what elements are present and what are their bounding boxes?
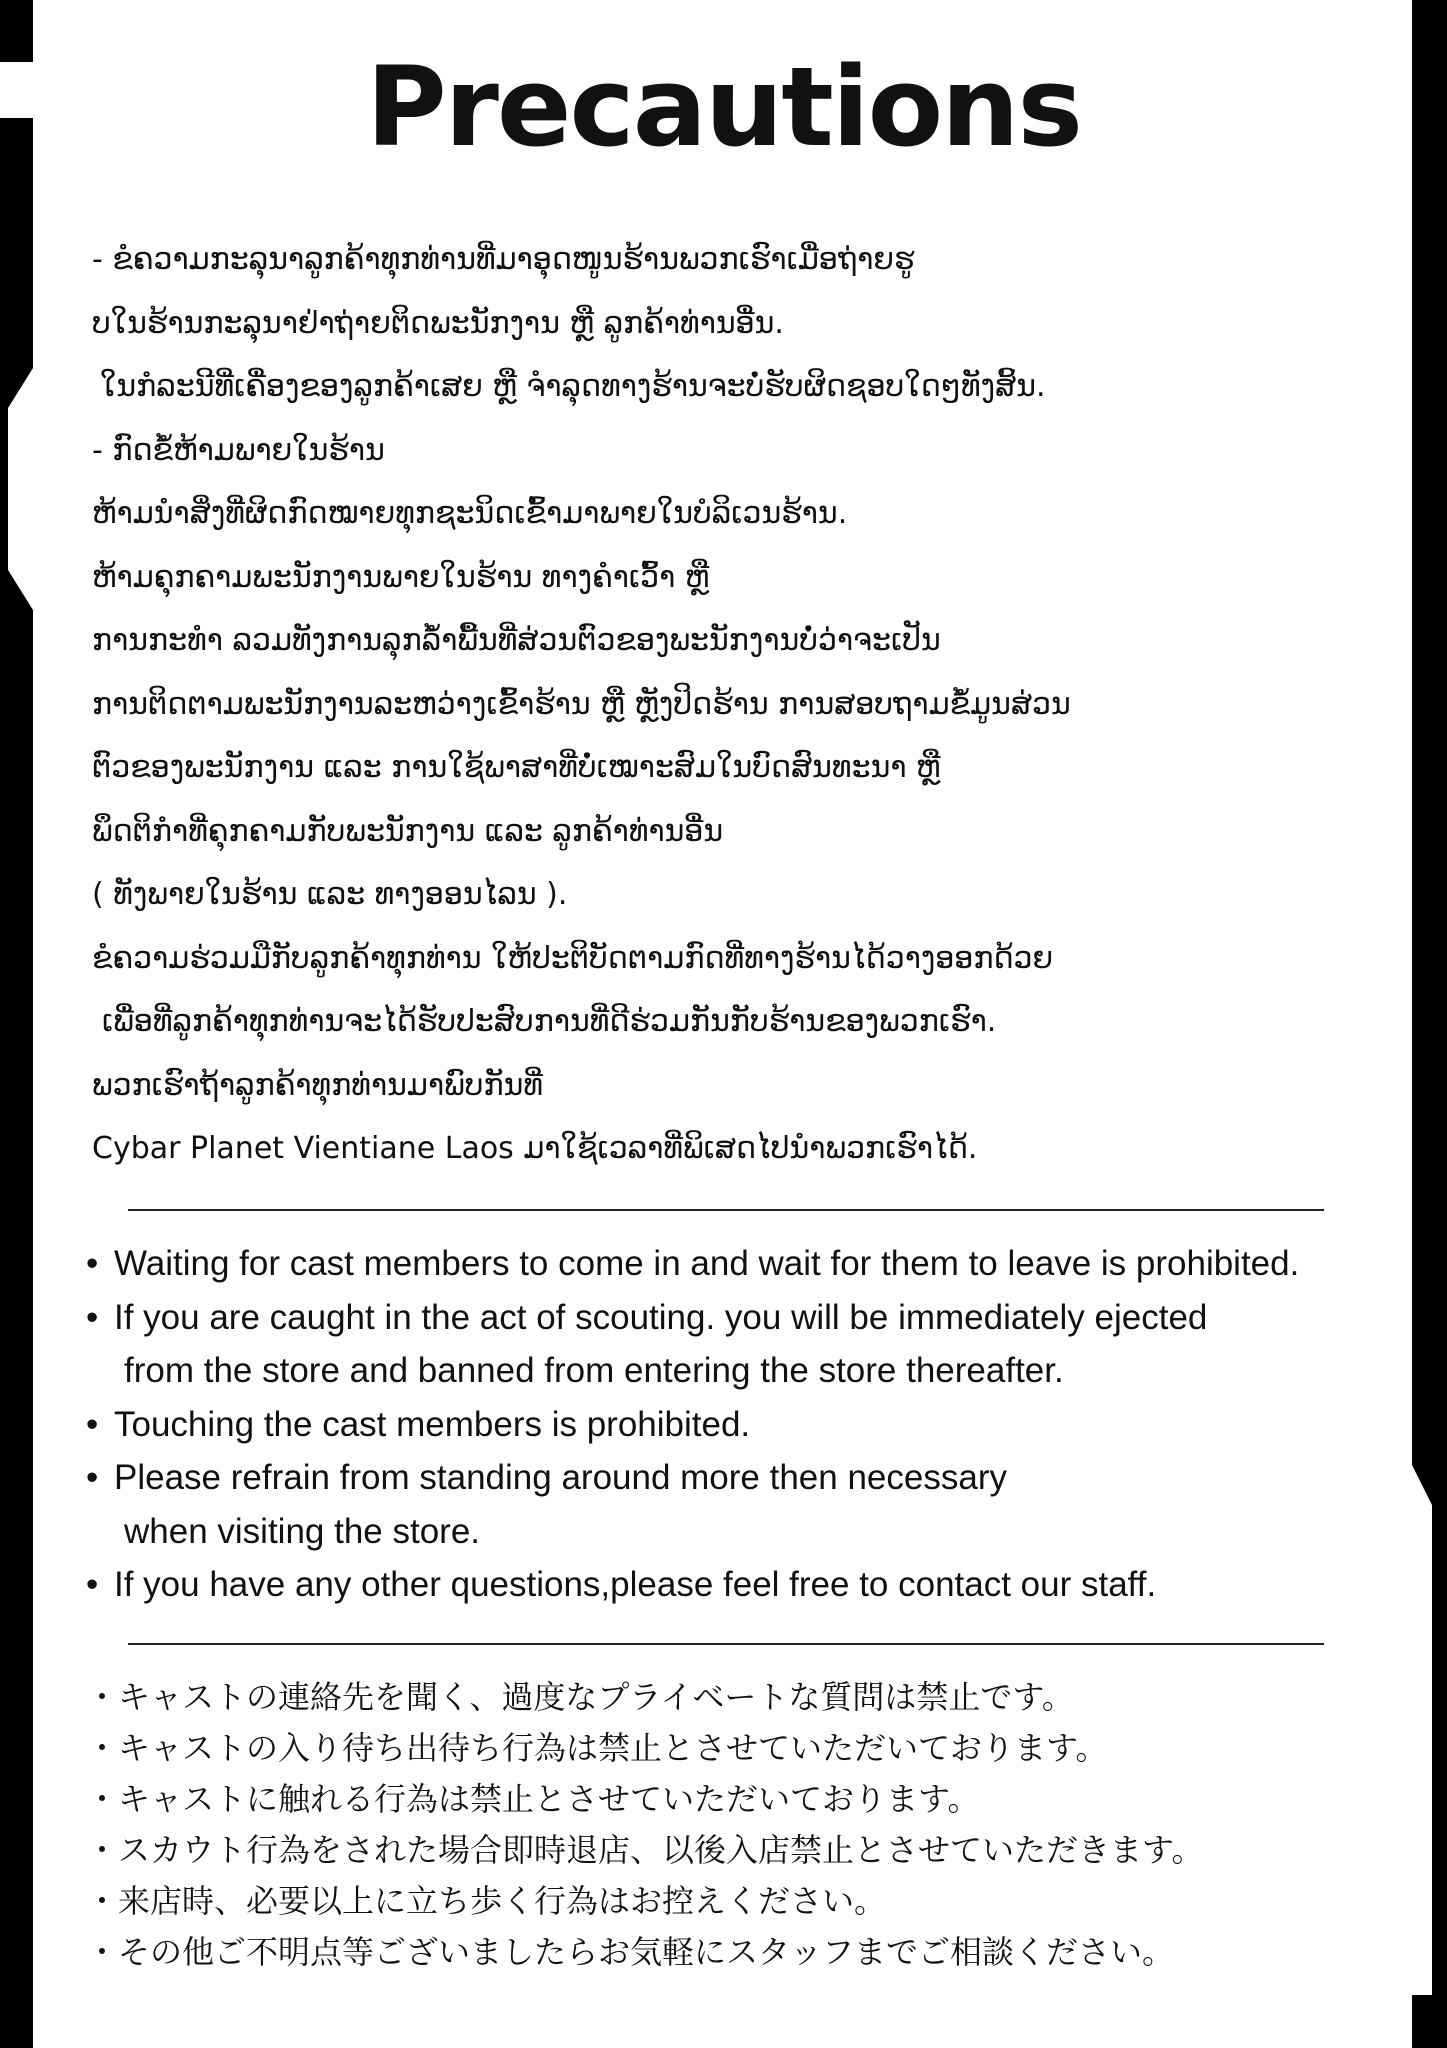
bullet-dot: •: [86, 1565, 99, 1604]
frame-right-upper: [1412, 0, 1447, 1440]
japanese-rule: ・キャストの連絡先を聞く、過度なプライベートな質問は禁止です。: [86, 1678, 1074, 1716]
lao-line: - ຂໍຄວາມກະລຸນາລູກຄ້າທຸກທ່ານທີ່ມາອຸດໜູນຮ້ານພວກເຮົາເມື່ອຖ່າຍຮູ: [92, 242, 915, 277]
english-rule-continuation: from the store and banned from entering the store thereafter.: [124, 1351, 1064, 1390]
english-rule-continuation: when visiting the store.: [124, 1511, 481, 1551]
bullet-dot: •: [86, 1404, 99, 1444]
english-rule-text: Please refrain from standing around more then necessary: [114, 1458, 1007, 1497]
lao-line: ໃນກໍລະນີທີ່ເຄື່ອງຂອງລູກຄ້າເສຍ ຫຼື ຈຳລຸດທາງຮ້ານຈະບໍ່ຮັບຜິດຊອບໃດໆທັງສິ້ນ.: [100, 369, 1046, 404]
lao-line: - ກົດຂໍ້ຫ້າມພາຍໃນຮ້ານ: [92, 432, 385, 468]
english-notice: [86, 1237, 1426, 1612]
lao-line: ຕົວຂອງພະນັກງານ ແລະ ການໃຊ້ພາສາທີ່ບໍ່ເໝາະສົມໃນບົດສົນທະນາ ຫຼື: [92, 750, 941, 785]
english-rule: [86, 1237, 1426, 1291]
english-rule: [86, 1451, 1426, 1505]
lao-line: Cybar Planet Vientiane Laos ມາໃຊ້ເວລາທີ່ພິເສດໄປນຳພວກເຮົາໄດ້.: [92, 1131, 978, 1166]
lao-line: ( ທັງພາຍໃນຮ້ານ ແລະ ທາງອອນໄລນ ).: [92, 877, 568, 912]
frame-right-bottom: [1412, 1995, 1447, 2048]
lao-line: ບໃນຮ້ານກະລຸນາຢ່າຖ່າຍຕິດພະນັກງານ ຫຼື ລູກຄ້າທ່ານອື່ນ.: [92, 305, 784, 341]
frame-right-lower: [1438, 1530, 1447, 1995]
lao-line: ຫ້າມນຳສິ່ງທີ່ຜິດກົດໝາຍທຸກຊະນິດເຂົ້າມາພາຍໃນບໍລິເວນຮ້ານ.: [92, 496, 848, 531]
english-rule: [86, 1291, 1426, 1345]
page-title: Precautions: [366, 43, 1081, 171]
lao-line: ຂໍຄວາມຮ່ວມມືກັບລູກຄ້າທຸກທ່ານ ໃຫ້ປະຕິບັດຕາມກົດທີ່ທາງຮ້ານໄດ້ວາງອອກດ້ວຍ: [92, 940, 1054, 976]
japanese-notice: [86, 1672, 1406, 1978]
bullet-dot: •: [86, 1297, 99, 1337]
english-rule-text: If you have any other questions,please feel free to contact our staff.: [114, 1565, 1157, 1604]
lao-line: ພຶດຕິກຳທີ່ຄຸກຄາມກັບພະນັກງານ ແລະ ລູກຄ້າທ່ານອື່ນ: [92, 813, 724, 849]
frame-right-band: [1412, 0, 1447, 2048]
section-divider-top: [128, 1209, 1324, 1211]
lao-line: ຫ້າມຄຸກຄາມພະນັກງານພາຍໃນຮ້ານ ທາງຄຳເວົ້າ ຫຼື: [92, 559, 710, 595]
lao-line: ເພື່ອທີ່ລູກຄ້າທຸກທ່ານຈະໄດ້ຮັບປະສົບການທີ່ດີຮ່ວມກັນກັບຮ້ານຂອງພວກເຮົາ.: [102, 1004, 997, 1039]
english-rule-text: Waiting for cast members to come in and wait for them to leave is prohibited.: [114, 1244, 1300, 1283]
japanese-rule: ・その他ご不明点等ございましたらお気軽にスタッフまでご相談ください。: [86, 1933, 1175, 1971]
lao-notice: [92, 228, 1312, 1181]
frame-left-band: [0, 118, 33, 2048]
english-rule-text: If you are caught in the act of scouting. you will be immediately ejected: [114, 1297, 1208, 1337]
english-rule: [86, 1398, 1426, 1452]
bullet-dot: •: [86, 1458, 99, 1497]
english-rule-text: Touching the cast members is prohibited.: [114, 1404, 751, 1444]
lao-line: ການຕິດຕາມພະນັກງານລະຫວ່າງເຂົ້າຮ້ານ ຫຼື ຫຼັງປິດຮ້ານ ການສອບຖາມຂໍ້ມູນສ່ວນ: [92, 686, 1071, 722]
lao-line: ການກະທຳ ລວມທັງການລຸກລ້ຳພື້ນທີ່ສ່ວນຕົວຂອງພະນັກງານບໍ່ວ່າຈະເປັນ: [92, 623, 941, 658]
section-divider-bottom: [128, 1643, 1324, 1645]
english-rule: [86, 1558, 1426, 1612]
japanese-rule: ・来店時、必要以上に立ち歩く行為はお控えください。: [86, 1882, 887, 1920]
lao-line: ພວກເຮົາຖ້າລູກຄ້າທຸກທ່ານມາພົບກັນທີ່: [92, 1067, 543, 1103]
bullet-dot: •: [86, 1244, 99, 1283]
japanese-rule: ・スカウト行為をされた場合即時退店、以後入店禁止とさせていただきます。: [86, 1831, 1204, 1869]
japanese-rule: ・キャストの入り待ち出待ち行為は禁止とさせていただいております。: [86, 1729, 1108, 1767]
japanese-rule: ・キャストに触れる行為は禁止とさせていただいております。: [86, 1780, 980, 1818]
